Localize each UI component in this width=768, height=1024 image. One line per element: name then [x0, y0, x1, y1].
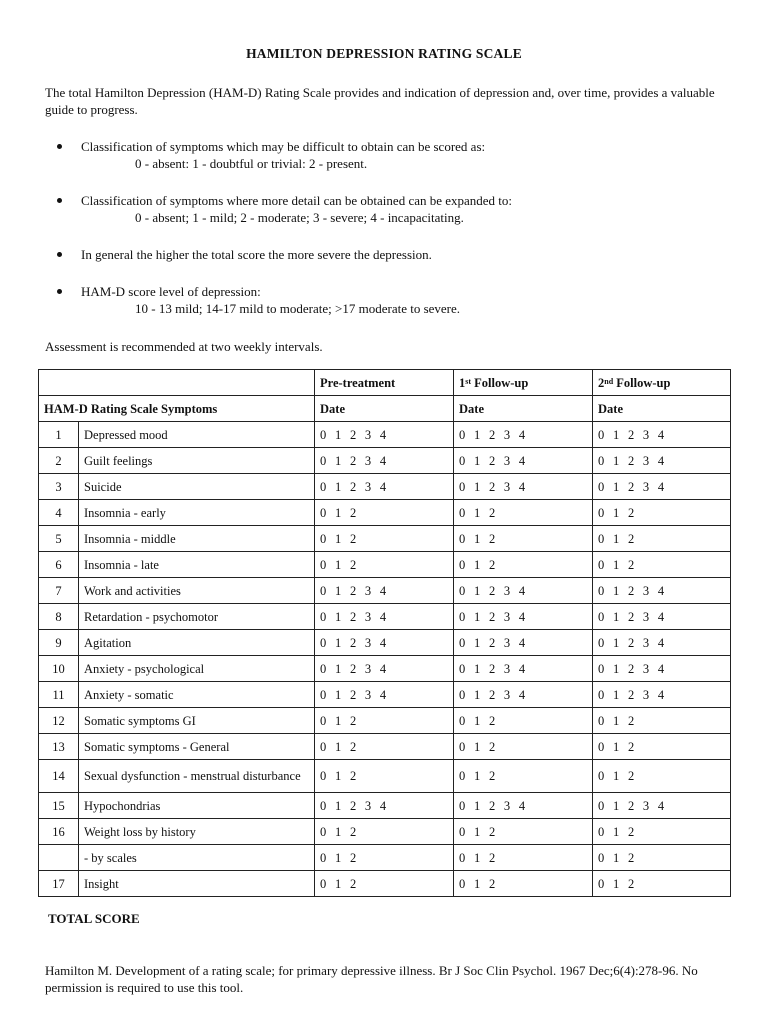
- score-options-second-follow-up[interactable]: 0 1 2 3 4: [593, 448, 731, 474]
- bullet-list: [45, 138, 725, 337]
- bullet-dot-icon: [57, 198, 62, 203]
- score-options-second-follow-up[interactable]: 0 1 2: [593, 845, 731, 871]
- score-options-first-follow-up[interactable]: 0 1 2: [454, 734, 593, 760]
- score-options-first-follow-up[interactable]: 0 1 2 3 4: [454, 578, 593, 604]
- score-options-second-follow-up[interactable]: 0 1 2: [593, 526, 731, 552]
- score-options-first-follow-up[interactable]: 0 1 2 3 4: [454, 422, 593, 448]
- score-options-pre-treatment[interactable]: 0 1 2 3 4: [315, 682, 454, 708]
- score-options-first-follow-up[interactable]: 0 1 2 3 4: [454, 448, 593, 474]
- score-options-pre-treatment[interactable]: 0 1 2 3 4: [315, 630, 454, 656]
- row-symptom: - by scales: [79, 845, 315, 871]
- table-row: [39, 708, 731, 734]
- row-symptom: Agitation: [79, 630, 315, 656]
- bullet-text: Classification of symptoms which may be difficult to obtain can be scored as:: [81, 139, 486, 154]
- score-options-second-follow-up[interactable]: 0 1 2 3 4: [593, 630, 731, 656]
- bullet-item: [45, 246, 725, 263]
- col-second-follow-up-sup: nd: [604, 376, 614, 386]
- row-symptom: Work and activities: [79, 578, 315, 604]
- score-options-pre-treatment[interactable]: 0 1 2 3 4: [315, 656, 454, 682]
- row-number: 13: [39, 734, 79, 760]
- score-options-pre-treatment[interactable]: 0 1 2: [315, 760, 454, 793]
- score-options-pre-treatment[interactable]: 0 1 2: [315, 845, 454, 871]
- bullet-item: [45, 138, 725, 172]
- row-number: 5: [39, 526, 79, 552]
- symptoms-header: HAM-D Rating Scale Symptoms: [39, 396, 315, 422]
- table-row: [39, 760, 731, 793]
- row-number: 9: [39, 630, 79, 656]
- table-row: [39, 845, 731, 871]
- score-options-pre-treatment[interactable]: 0 1 2: [315, 871, 454, 897]
- row-number: 11: [39, 682, 79, 708]
- score-options-second-follow-up[interactable]: 0 1 2: [593, 871, 731, 897]
- score-options-second-follow-up[interactable]: 0 1 2: [593, 500, 731, 526]
- score-options-pre-treatment[interactable]: 0 1 2 3 4: [315, 422, 454, 448]
- row-number: 17: [39, 871, 79, 897]
- score-options-pre-treatment[interactable]: 0 1 2 3 4: [315, 474, 454, 500]
- score-options-first-follow-up[interactable]: 0 1 2: [454, 760, 593, 793]
- bullet-subtext: 0 - absent; 1 - mild; 2 - moderate; 3 - severe; 4 - incapacitating.: [135, 210, 464, 225]
- date-first-follow-up[interactable]: Date: [454, 396, 593, 422]
- score-options-first-follow-up[interactable]: 0 1 2: [454, 500, 593, 526]
- bullet-item: [45, 283, 725, 317]
- table-row: [39, 871, 731, 897]
- table-row: [39, 604, 731, 630]
- table-row: [39, 793, 731, 819]
- row-symptom: Insomnia - middle: [79, 526, 315, 552]
- score-options-first-follow-up[interactable]: 0 1 2: [454, 708, 593, 734]
- col-second-follow-up-label: Follow-up: [613, 375, 671, 390]
- bullet-text: In general the higher the total score the more severe the depression.: [81, 247, 432, 262]
- score-options-first-follow-up[interactable]: 0 1 2 3 4: [454, 630, 593, 656]
- col-first-follow-up: [454, 370, 593, 396]
- score-options-second-follow-up[interactable]: 0 1 2 3 4: [593, 474, 731, 500]
- row-symptom: Insomnia - late: [79, 552, 315, 578]
- table-row: [39, 422, 731, 448]
- col-second-follow-up: [593, 370, 731, 396]
- row-symptom: Depressed mood: [79, 422, 315, 448]
- score-options-second-follow-up[interactable]: 0 1 2 3 4: [593, 578, 731, 604]
- score-options-pre-treatment[interactable]: 0 1 2: [315, 526, 454, 552]
- row-symptom: Hypochondrias: [79, 793, 315, 819]
- col-second-follow-up-num: 2: [598, 375, 605, 390]
- table-row: [39, 448, 731, 474]
- score-options-first-follow-up[interactable]: 0 1 2: [454, 845, 593, 871]
- score-options-first-follow-up[interactable]: 0 1 2 3 4: [454, 604, 593, 630]
- bullet-text: HAM-D score level of depression:: [81, 284, 261, 299]
- score-options-pre-treatment[interactable]: 0 1 2: [315, 819, 454, 845]
- row-symptom: Somatic symptoms - General: [79, 734, 315, 760]
- bullet-item: [45, 192, 725, 226]
- score-options-first-follow-up[interactable]: 0 1 2 3 4: [454, 656, 593, 682]
- row-number: 2: [39, 448, 79, 474]
- score-options-first-follow-up[interactable]: 0 1 2: [454, 819, 593, 845]
- score-options-second-follow-up[interactable]: 0 1 2 3 4: [593, 793, 731, 819]
- score-options-second-follow-up[interactable]: 0 1 2: [593, 552, 731, 578]
- table-date-row: [39, 396, 731, 422]
- bullet-dot-icon: [57, 144, 62, 149]
- score-options-pre-treatment[interactable]: 0 1 2: [315, 552, 454, 578]
- header-empty-cell: [39, 370, 315, 396]
- row-symptom: Somatic symptoms GI: [79, 708, 315, 734]
- score-options-second-follow-up[interactable]: 0 1 2 3 4: [593, 656, 731, 682]
- row-symptom: Anxiety - somatic: [79, 682, 315, 708]
- col-first-follow-up-label: Follow-up: [471, 375, 529, 390]
- score-options-pre-treatment[interactable]: 0 1 2 3 4: [315, 793, 454, 819]
- rating-table: [38, 369, 731, 897]
- score-options-pre-treatment[interactable]: 0 1 2 3 4: [315, 578, 454, 604]
- table-row: [39, 682, 731, 708]
- row-number: 6: [39, 552, 79, 578]
- bullet-text: Classification of symptoms where more detail can be obtained can be expanded to:: [81, 193, 513, 208]
- intro-paragraph: The total Hamilton Depression (HAM-D) Rating Scale provides and indication of depression and, over time, provides a valuable guide to progress.: [45, 85, 715, 117]
- bullet-subtext: 0 - absent: 1 - doubtful or trivial: 2 - present.: [135, 156, 368, 171]
- row-symptom: Anxiety - psychological: [79, 656, 315, 682]
- score-options-second-follow-up[interactable]: 0 1 2 3 4: [593, 604, 731, 630]
- bullet-dot-icon: [57, 289, 62, 294]
- score-options-pre-treatment[interactable]: 0 1 2: [315, 734, 454, 760]
- row-number: 14: [39, 760, 79, 793]
- score-options-second-follow-up[interactable]: 0 1 2: [593, 760, 731, 793]
- table-row: [39, 819, 731, 845]
- table-row: [39, 578, 731, 604]
- row-symptom: Suicide: [79, 474, 315, 500]
- table-row: [39, 630, 731, 656]
- col-first-follow-up-sup: st: [465, 376, 472, 386]
- total-score-label: TOTAL SCORE: [48, 911, 140, 926]
- score-options-pre-treatment[interactable]: 0 1 2: [315, 500, 454, 526]
- row-symptom: Guilt feelings: [79, 448, 315, 474]
- score-options-first-follow-up[interactable]: 0 1 2: [454, 552, 593, 578]
- score-options-second-follow-up[interactable]: 0 1 2: [593, 734, 731, 760]
- score-options-first-follow-up[interactable]: 0 1 2 3 4: [454, 682, 593, 708]
- table-row: [39, 526, 731, 552]
- score-options-pre-treatment[interactable]: 0 1 2: [315, 708, 454, 734]
- row-number: 15: [39, 793, 79, 819]
- table-row: [39, 552, 731, 578]
- score-options-second-follow-up[interactable]: 0 1 2: [593, 819, 731, 845]
- row-symptom: Insight: [79, 871, 315, 897]
- table-header-row: [39, 370, 731, 396]
- bullet-dot-icon: [57, 252, 62, 257]
- table-row: [39, 500, 731, 526]
- row-symptom: Retardation - psychomotor: [79, 604, 315, 630]
- date-pre-treatment[interactable]: Date: [315, 396, 454, 422]
- row-number: 12: [39, 708, 79, 734]
- score-options-pre-treatment[interactable]: 0 1 2 3 4: [315, 448, 454, 474]
- row-symptom: Weight loss by history: [79, 819, 315, 845]
- table-row: [39, 656, 731, 682]
- row-symptom: Insomnia - early: [79, 500, 315, 526]
- score-options-first-follow-up[interactable]: 0 1 2: [454, 871, 593, 897]
- row-number: 3: [39, 474, 79, 500]
- document-title: HAMILTON DEPRESSION RATING SCALE: [246, 46, 522, 61]
- score-options-pre-treatment[interactable]: 0 1 2 3 4: [315, 604, 454, 630]
- row-number: 8: [39, 604, 79, 630]
- score-options-second-follow-up[interactable]: 0 1 2: [593, 708, 731, 734]
- assessment-note: Assessment is recommended at two weekly intervals.: [45, 339, 323, 354]
- reference-citation: Hamilton M. Development of a rating scale; for primary depressive illness. Br J Soc Clin Psychol. 1967 Dec;6(4):278-96. No permission is required to use this tool.: [45, 963, 698, 995]
- row-number: 4: [39, 500, 79, 526]
- table-row: [39, 474, 731, 500]
- col-pre-treatment: Pre-treatment: [315, 370, 454, 396]
- date-second-follow-up[interactable]: Date: [593, 396, 731, 422]
- score-options-second-follow-up[interactable]: 0 1 2 3 4: [593, 682, 731, 708]
- row-number: [39, 845, 79, 871]
- row-number: 7: [39, 578, 79, 604]
- table-row: [39, 734, 731, 760]
- col-first-follow-up-num: 1: [459, 375, 466, 390]
- row-symptom: Sexual dysfunction - menstrual disturbance: [79, 760, 315, 793]
- score-options-second-follow-up[interactable]: 0 1 2 3 4: [593, 422, 731, 448]
- row-number: 10: [39, 656, 79, 682]
- score-options-first-follow-up[interactable]: 0 1 2 3 4: [454, 793, 593, 819]
- row-number: 1: [39, 422, 79, 448]
- row-number: 16: [39, 819, 79, 845]
- score-options-first-follow-up[interactable]: 0 1 2: [454, 526, 593, 552]
- bullet-subtext: 10 - 13 mild; 14-17 mild to moderate; >17 moderate to severe.: [135, 301, 461, 316]
- score-options-first-follow-up[interactable]: 0 1 2 3 4: [454, 474, 593, 500]
